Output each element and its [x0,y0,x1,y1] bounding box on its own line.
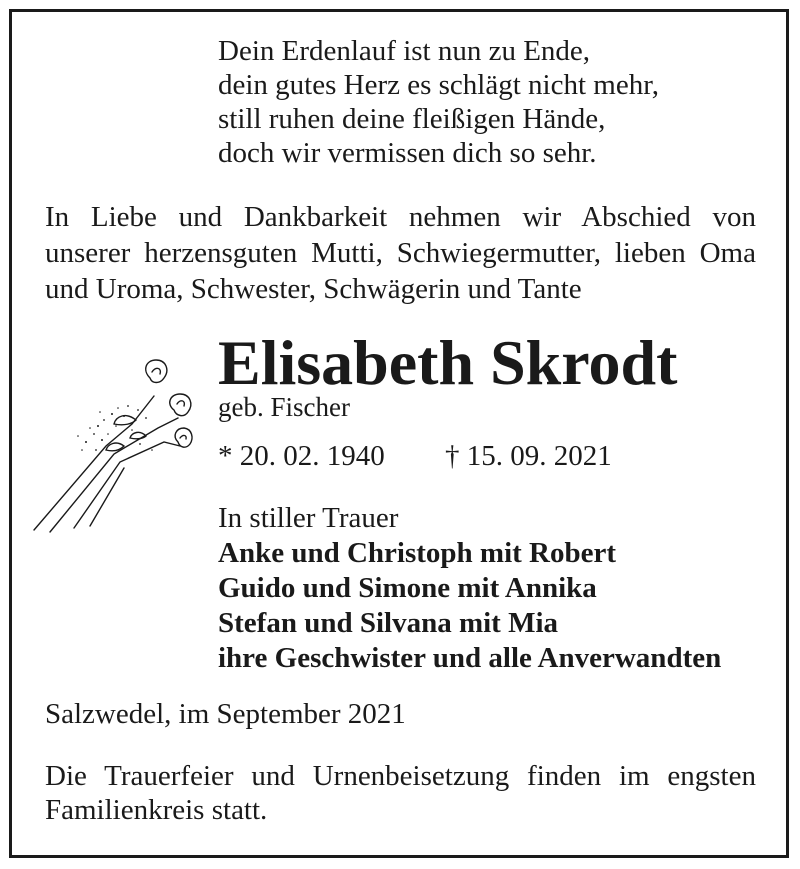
poem [218,34,659,170]
mourner-line: Stefan und Silvana mit Mia [218,607,558,639]
intro-line: In Liebe und Dankbarkeit nehmen wir Abschied von [45,201,756,233]
poem-line: still ruhen deine fleißigen Hände, [218,103,606,135]
rose-sketch-icon [28,350,208,540]
poem-line: dein gutes Herz es schlägt nicht mehr, [218,69,659,101]
poem-line: Dein Erdenlauf ist nun zu Ende, [218,35,591,67]
place-date: Salzwedel, im September 2021 [45,698,406,730]
intro-paragraph [45,199,756,307]
birth-name: geb. Fischer [218,392,350,422]
mourner-line: ihre Geschwister und alle Anverwandten [218,642,722,674]
birth-date: * 20. 02. 1940 [218,440,385,472]
notice-line: Familienkreis statt. [45,794,268,826]
mourner-line: Anke und Christoph mit Robert [218,537,616,569]
intro-line: und Uroma, Schwester, Schwägerin und Tante [45,273,582,305]
poem-line: doch wir vermissen dich so sehr. [218,137,597,169]
mourner-line: Guido und Simone mit Annika [218,572,597,604]
mourners-list [218,536,721,676]
notice-line: Die Trauerfeier und Urnenbeisetzung finden im engsten [45,760,756,792]
mourning-lead: In stiller Trauer [218,502,399,534]
death-date: † 15. 09. 2021 [445,440,612,472]
funeral-notice [45,759,756,827]
deceased-name: Elisabeth Skrodt [218,327,678,398]
intro-line: unserer herzensguten Mutti, Schwiegermutter, lieben Oma [45,237,756,269]
